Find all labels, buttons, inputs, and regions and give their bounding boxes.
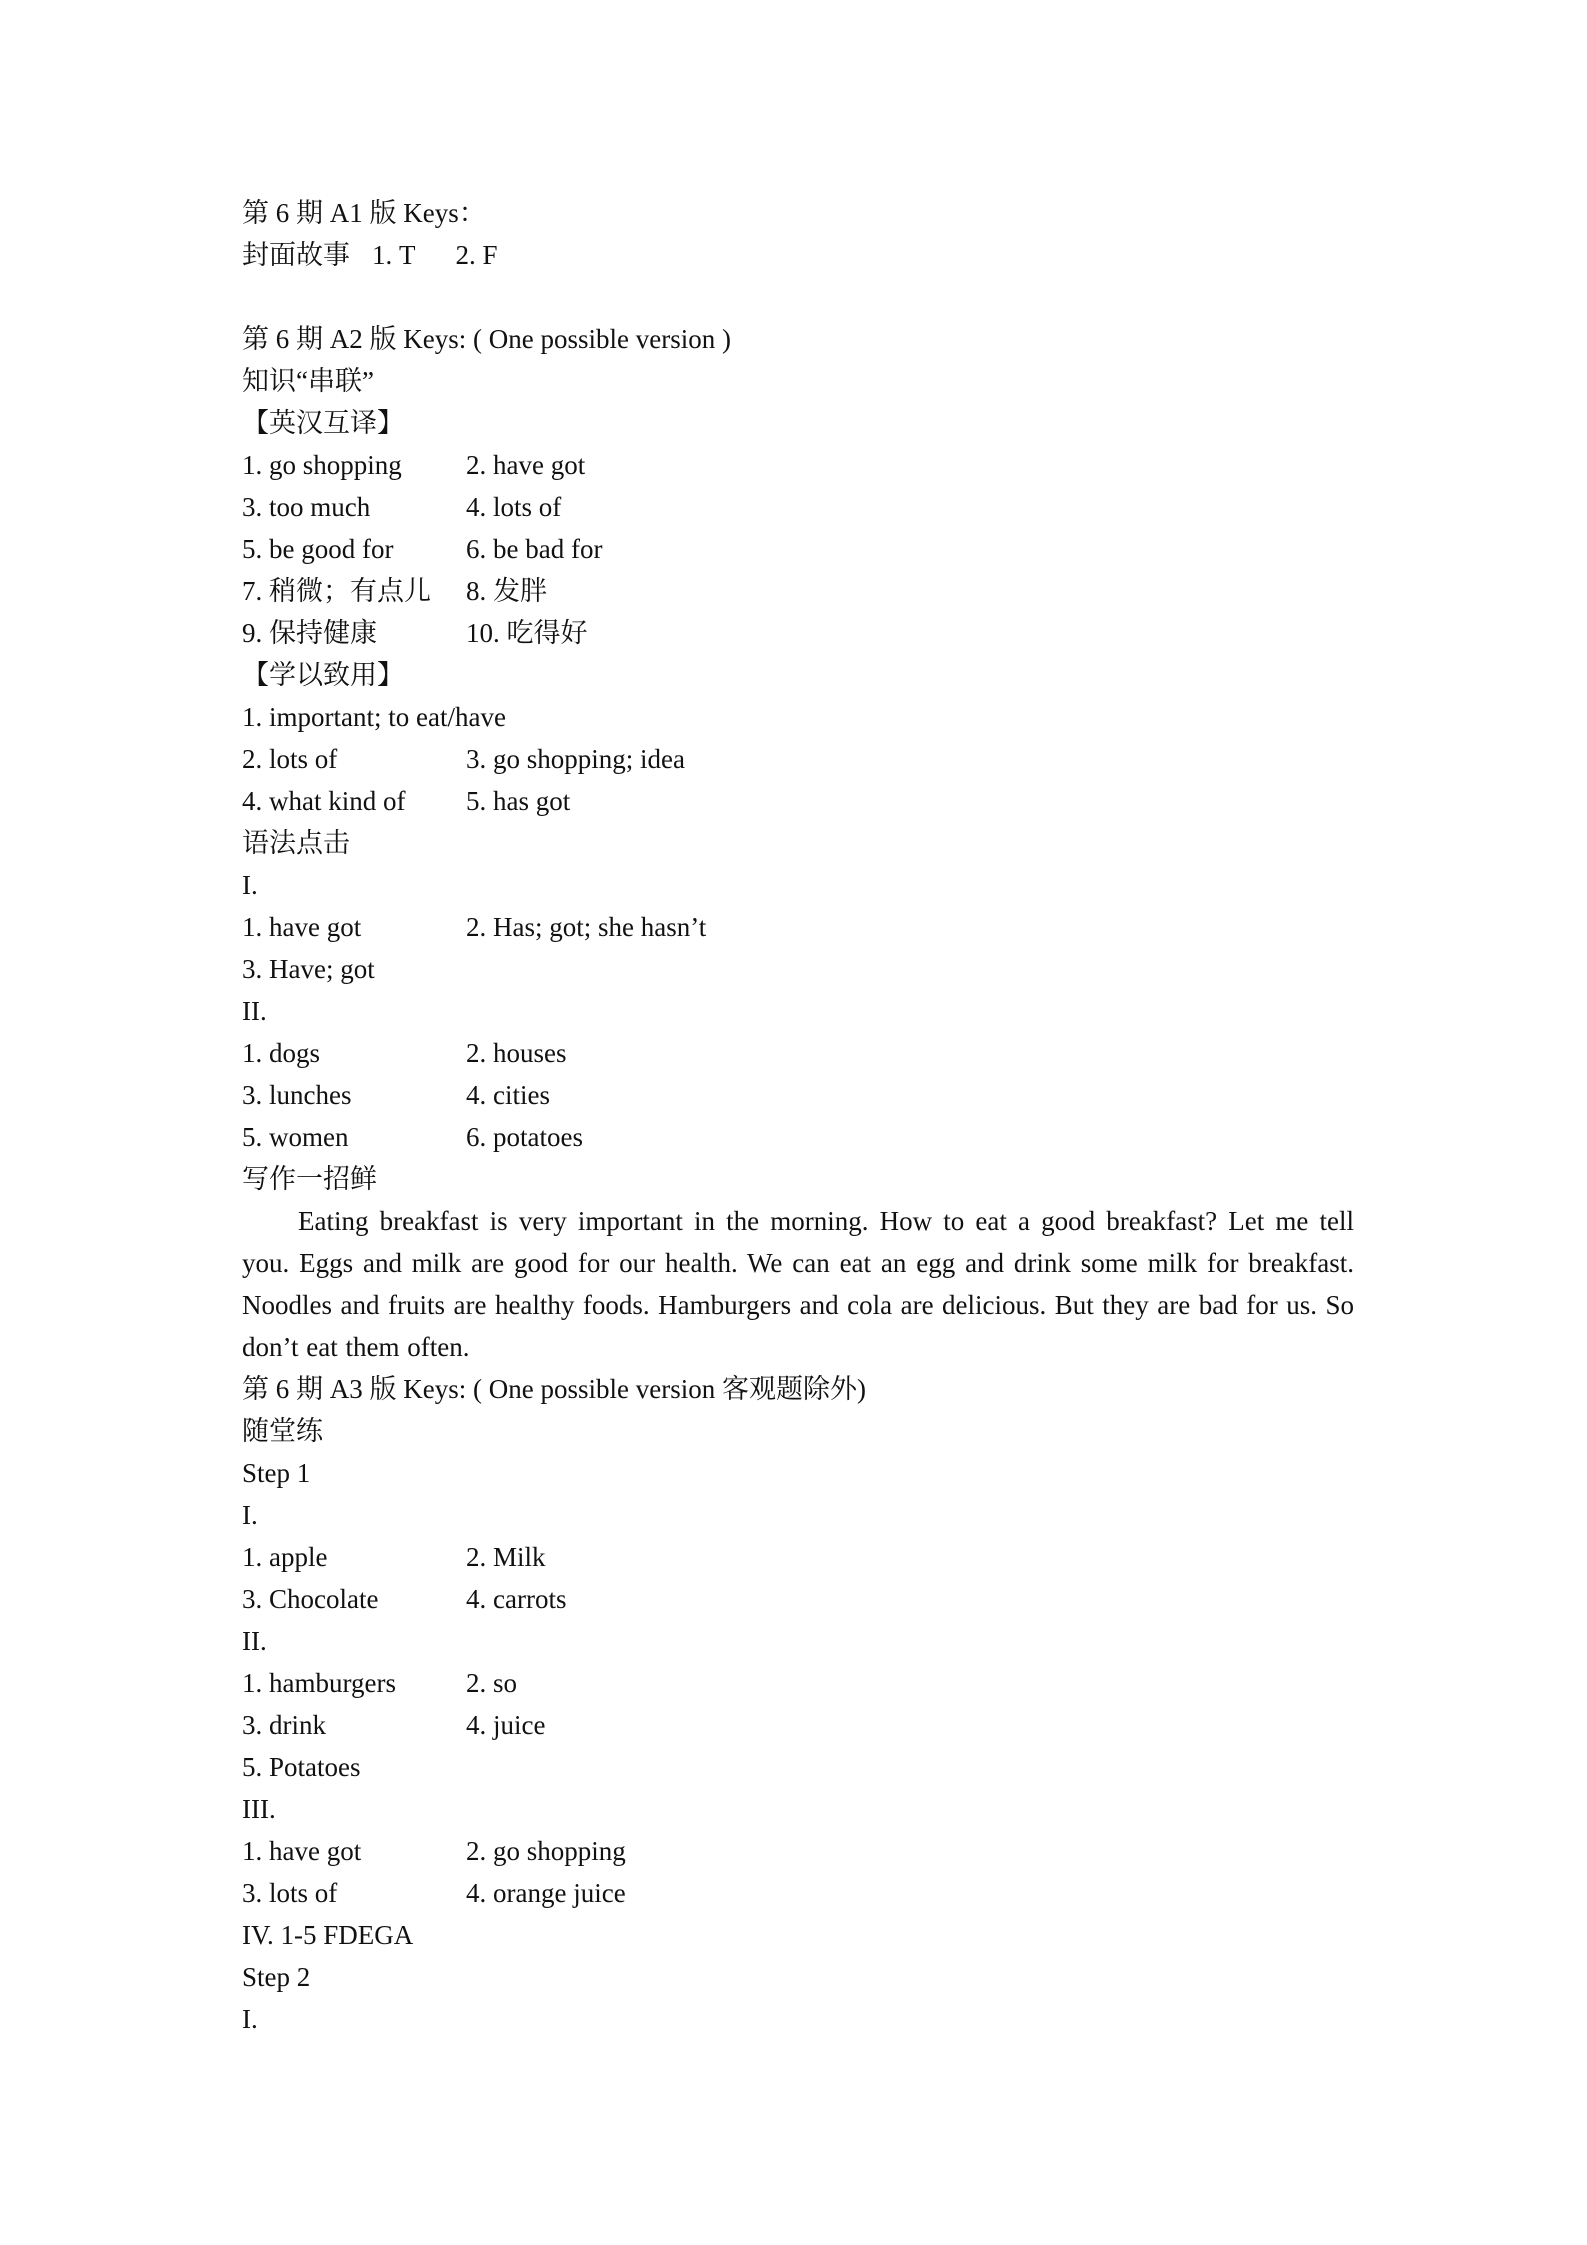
answer-item: 1. go shopping [242, 450, 402, 480]
answer-item: 2. lots of [242, 744, 338, 774]
roman-numeral: I. [242, 1500, 258, 1530]
answer-item: 3. too much [242, 492, 371, 522]
answer-item: 4. juice [466, 1710, 546, 1740]
answer-item: 1. have got [242, 1836, 362, 1866]
grammar-row [242, 1032, 1354, 1074]
practice-row [242, 1704, 1354, 1746]
answer-item: 1. important; to eat/have [242, 702, 506, 732]
practice-row [242, 1536, 1354, 1578]
answer-item: 4. carrots [466, 1584, 567, 1614]
grammar-row [242, 1074, 1354, 1116]
translation-row [242, 570, 1354, 612]
roman-numeral: II. [242, 996, 267, 1026]
apply-row [242, 780, 1354, 822]
cover-answer-1: 1. T [372, 240, 416, 270]
roman-numeral: I. [242, 870, 258, 900]
spacer [242, 276, 1354, 318]
translation-row [242, 486, 1354, 528]
answer-item: 6. potatoes [466, 1122, 583, 1152]
a3-heading: 第 6 期 A3 版 Keys: ( One possible version 客观题除外) [242, 1374, 866, 1404]
answer-item: 9. 保持健康 [242, 618, 377, 648]
a3-section-practice: 随堂练 [242, 1416, 323, 1446]
answer-key-page [242, 192, 1354, 2040]
roman-numeral: I. [242, 2004, 258, 2034]
a2-section-writing: 写作一招鲜 [242, 1164, 377, 1194]
grammar-row [242, 1116, 1354, 1158]
practice-row [242, 1830, 1354, 1872]
answer-item: 1. apple [242, 1542, 328, 1572]
answer-item: 6. be bad for [466, 534, 603, 564]
answer-item: 2. go shopping [466, 1836, 626, 1866]
answer-item: 5. women [242, 1122, 349, 1152]
answer-item: 3. lots of [242, 1878, 338, 1908]
apply-row [242, 738, 1354, 780]
answer-item: 1. hamburgers [242, 1668, 396, 1698]
a2-sub-translation: 【英汉互译】 [242, 408, 404, 438]
answer-item: 7. 稍微；有点儿 [242, 576, 431, 606]
answer-item: 3. drink [242, 1710, 326, 1740]
answer-item: 1. dogs [242, 1038, 321, 1068]
answer-item: 5. Potatoes [242, 1752, 361, 1782]
answer-item: 2. have got [466, 450, 586, 480]
answer-item: 3. Chocolate [242, 1584, 379, 1614]
practice-row [242, 1662, 1354, 1704]
a2-section-grammar: 语法点击 [242, 828, 350, 858]
cover-story-label: 封面故事 [242, 240, 350, 270]
a1-heading: 第 6 期 A1 版 Keys： [242, 198, 486, 228]
answer-item: 2. houses [466, 1038, 567, 1068]
answer-item: 5. has got [466, 786, 571, 816]
translation-row [242, 612, 1354, 654]
practice-row [242, 1872, 1354, 1914]
answer-item: 4. cities [466, 1080, 550, 1110]
answer-item: 3. go shopping; idea [466, 744, 685, 774]
answer-item: 8. 发胖 [466, 576, 547, 606]
roman-numeral: III. [242, 1794, 276, 1824]
answer-item: 4. lots of [466, 492, 562, 522]
sample-essay: Eating breakfast is very important in the morning. How to eat a good breakfast? Let me tell you. Eggs and milk are good for our health. We can eat an egg and drink some milk for breakfast. Noodles and fruits are healthy foods. Hamburgers and cola are delicious. But they are bad for us. So don’t eat them often. [242, 1206, 1354, 1362]
a1-cover-story-line [242, 234, 1354, 276]
answer-item: 3. lunches [242, 1080, 352, 1110]
translation-row [242, 528, 1354, 570]
answer-item: IV. 1-5 FDEGA [242, 1920, 414, 1950]
cover-answer-2: 2. F [455, 240, 498, 270]
step-label: Step 2 [242, 1962, 311, 1992]
a2-sub-apply: 【学以致用】 [242, 660, 404, 690]
a2-heading: 第 6 期 A2 版 Keys: ( One possible version ) [242, 324, 731, 354]
answer-item: 2. so [466, 1668, 518, 1698]
practice-row [242, 1578, 1354, 1620]
step-label: Step 1 [242, 1458, 311, 1488]
answer-item: 10. 吃得好 [466, 618, 588, 648]
answer-item: 1. have got [242, 912, 362, 942]
translation-row [242, 444, 1354, 486]
roman-numeral: II. [242, 1626, 267, 1656]
answer-item: 2. Has; got; she hasn’t [466, 912, 707, 942]
a2-section-knowledge: 知识“串联” [242, 366, 374, 396]
grammar-row [242, 906, 1354, 948]
answer-item: 4. what kind of [242, 786, 406, 816]
answer-item: 3. Have; got [242, 954, 375, 984]
answer-item: 5. be good for [242, 534, 394, 564]
answer-item: 2. Milk [466, 1542, 546, 1572]
answer-item: 4. orange juice [466, 1878, 626, 1908]
